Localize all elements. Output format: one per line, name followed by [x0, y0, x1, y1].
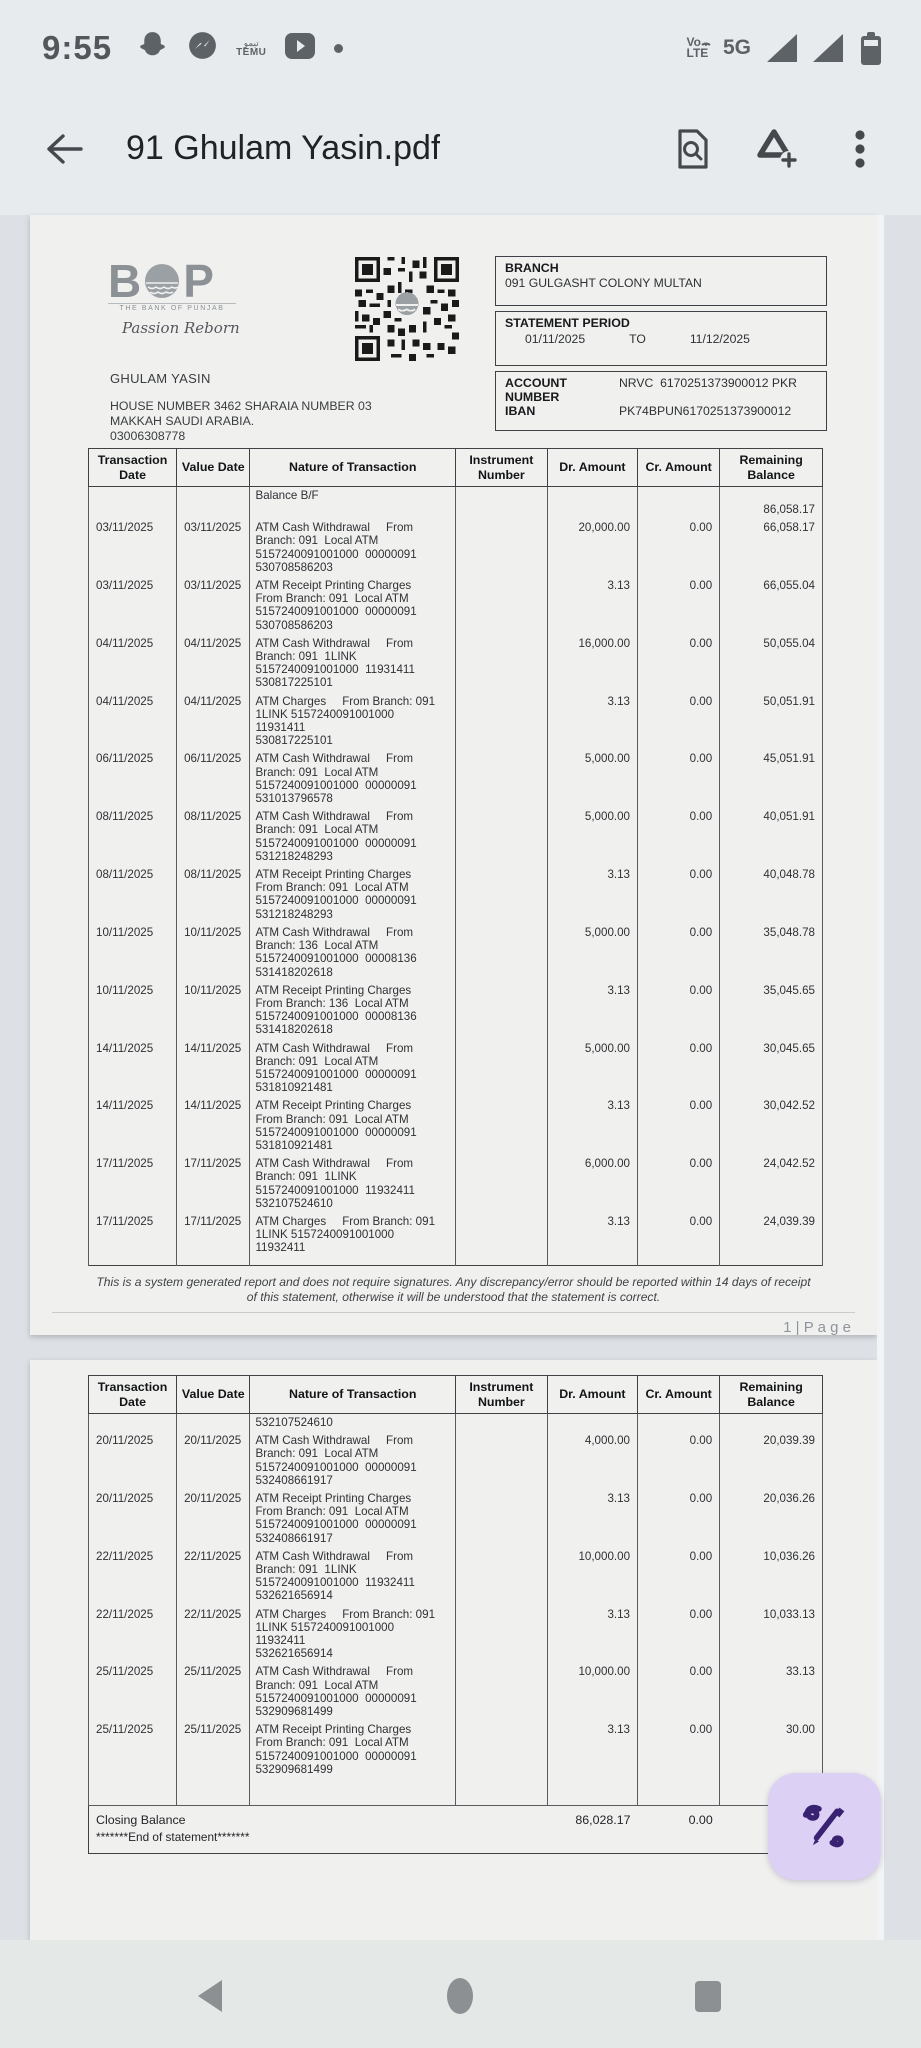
transaction-date-cell: 06/11/2025	[89, 750, 177, 808]
nature-of-transaction-cell: ATM Receipt Printing Charges From Branch: 091 Local ATM 5157240091001000 00000091 532909681499	[250, 1721, 456, 1779]
instrument-number-cell	[455, 487, 547, 520]
nature-of-transaction-cell: ATM Cash Withdrawal From Branch: 091 Local ATM 5157240091001000 00000091 531810921481	[250, 1040, 456, 1098]
statement-period-box	[495, 311, 827, 366]
transaction-date-cell	[89, 487, 177, 520]
transaction-row	[89, 924, 823, 982]
annotate-sign-fab[interactable]	[768, 1773, 881, 1880]
remaining-balance-cell: 24,042.52	[720, 1155, 823, 1213]
scrollbar[interactable]	[877, 215, 884, 1940]
remaining-balance-cell	[720, 1414, 823, 1433]
transaction-date-cell: 03/11/2025	[89, 577, 177, 635]
transaction-date-cell: 20/11/2025	[89, 1432, 177, 1490]
instrument-number-cell	[455, 1548, 547, 1606]
remaining-balance-cell: 10,036.26	[720, 1548, 823, 1606]
temu-icon: تيمو TEMU	[236, 37, 267, 58]
customer-address-line2: MAKKAH SAUDI ARABIA.	[110, 414, 255, 428]
nature-of-transaction-cell: ATM Receipt Printing Charges From Branch: 091 Local ATM 5157240091001000 00000091 531810921481	[250, 1097, 456, 1155]
remaining-balance-cell: 30.00	[720, 1721, 823, 1779]
cr-amount-cell: 0.00	[638, 519, 720, 577]
youtube-icon	[283, 31, 317, 66]
transaction-row	[89, 1097, 823, 1155]
transaction-row	[89, 866, 823, 924]
instrument-number-cell	[455, 1663, 547, 1721]
dr-amount-cell: 3.13	[547, 577, 637, 635]
value-date-cell: 03/11/2025	[177, 577, 250, 635]
value-date-cell: 17/11/2025	[177, 1155, 250, 1213]
remaining-balance-cell: 86,058.17	[720, 487, 823, 520]
branch-label: BRANCH	[505, 261, 559, 275]
dr-amount-cell: 3.13	[547, 866, 637, 924]
spacer-cell	[177, 1258, 250, 1266]
transaction-row	[89, 982, 823, 1040]
column-header: Value Date	[177, 1376, 250, 1414]
cr-amount-cell: 0.00	[638, 1432, 720, 1490]
instrument-number-cell	[455, 1155, 547, 1213]
column-header: Remaining Balance	[720, 449, 823, 487]
dr-amount-cell: 3.13	[547, 1213, 637, 1258]
cr-amount-cell: 0.00	[638, 924, 720, 982]
transaction-row	[89, 808, 823, 866]
column-header: Remaining Balance	[720, 1376, 823, 1414]
remaining-balance-cell: 45,051.91	[720, 750, 823, 808]
column-header: Nature of Transaction	[250, 1376, 456, 1414]
value-date-cell: 08/11/2025	[177, 866, 250, 924]
dr-amount-cell: 4,000.00	[547, 1432, 637, 1490]
more-options-button[interactable]	[837, 126, 883, 172]
account-number-value: NRVC 6170251373900012 PKR	[619, 376, 797, 390]
value-date-cell: 14/11/2025	[177, 1040, 250, 1098]
transaction-date-cell: 08/11/2025	[89, 808, 177, 866]
cr-amount-cell: 0.00	[638, 693, 720, 751]
cr-amount-cell	[638, 487, 720, 520]
column-header: Cr. Amount	[638, 449, 720, 487]
transaction-row	[89, 750, 823, 808]
closing-cr-amount: 0.00	[638, 1805, 720, 1827]
transaction-row	[89, 1432, 823, 1490]
back-button[interactable]	[42, 127, 86, 171]
notification-dot-icon	[334, 44, 343, 53]
dr-amount-cell: 5,000.00	[547, 750, 637, 808]
remaining-balance-cell: 40,048.78	[720, 866, 823, 924]
spacer-cell	[250, 1258, 456, 1266]
cr-amount-cell: 0.00	[638, 750, 720, 808]
recents-square-icon	[695, 1981, 721, 2012]
pdf-viewer[interactable]	[0, 215, 921, 1940]
transaction-row	[89, 1663, 823, 1721]
instrument-number-cell	[455, 1213, 547, 1258]
spacer-row	[89, 1258, 823, 1266]
bank-name: THE BANK OF PUNJAB	[108, 303, 236, 312]
dr-amount-cell	[547, 1414, 637, 1433]
nature-of-transaction-cell: ATM Cash Withdrawal From Branch: 091 1LINK 5157240091001000 11932411 532621656914	[250, 1548, 456, 1606]
value-date-cell: 10/11/2025	[177, 924, 250, 982]
value-date-cell	[177, 487, 250, 520]
cr-amount-cell: 0.00	[638, 1213, 720, 1258]
column-header: Nature of Transaction	[250, 449, 456, 487]
dr-amount-cell: 6,000.00	[547, 1155, 637, 1213]
cr-amount-cell: 0.00	[638, 866, 720, 924]
cr-amount-cell: 0.00	[638, 1155, 720, 1213]
value-date-cell: 08/11/2025	[177, 808, 250, 866]
value-date-cell: 14/11/2025	[177, 1097, 250, 1155]
instrument-number-cell	[455, 1432, 547, 1490]
transaction-date-cell: 20/11/2025	[89, 1490, 177, 1548]
instrument-number-cell	[455, 693, 547, 751]
nature-of-transaction-cell: ATM Receipt Printing Charges From Branch: 136 Local ATM 5157240091001000 00008136 531418202618	[250, 982, 456, 1040]
transaction-row	[89, 693, 823, 751]
end-of-statement-note: *******End of statement*******	[96, 1829, 250, 1844]
cr-amount-cell: 0.00	[638, 1548, 720, 1606]
transaction-row	[89, 1548, 823, 1606]
value-date-cell: 03/11/2025	[177, 519, 250, 577]
nature-of-transaction-cell: ATM Receipt Printing Charges From Branch: 091 Local ATM 5157240091001000 00000091 532408661917	[250, 1490, 456, 1548]
cr-amount-cell: 0.00	[638, 1040, 720, 1098]
dr-amount-cell: 5,000.00	[547, 1040, 637, 1098]
nature-of-transaction-cell: ATM Cash Withdrawal From Branch: 091 Local ATM 5157240091001000 00000091 531218248293	[250, 808, 456, 866]
instrument-number-cell	[455, 577, 547, 635]
signal-strength-icon-sim1	[767, 34, 797, 62]
remaining-balance-cell: 24,039.39	[720, 1213, 823, 1258]
bank-tagline: Passion Reborn	[122, 319, 240, 337]
value-date-cell: 22/11/2025	[177, 1548, 250, 1606]
column-header: Instrument Number	[455, 449, 547, 487]
transaction-row	[89, 1155, 823, 1213]
dr-amount-cell: 3.13	[547, 1097, 637, 1155]
period-to-date: 11/12/2025	[689, 332, 750, 346]
transaction-date-cell: 04/11/2025	[89, 693, 177, 751]
transaction-row	[89, 1490, 823, 1548]
value-date-cell: 06/11/2025	[177, 750, 250, 808]
transaction-date-cell: 14/11/2025	[89, 1097, 177, 1155]
network-type-label: 5G	[722, 36, 751, 59]
spacer-cell	[547, 1258, 637, 1266]
spacer-cell	[638, 1779, 720, 1805]
pdf-page-2	[30, 1360, 877, 1940]
transaction-row	[89, 1213, 823, 1258]
instrument-number-cell	[455, 1490, 547, 1548]
dr-amount-cell: 3.13	[547, 982, 637, 1040]
transaction-row	[89, 577, 823, 635]
cr-amount-cell: 0.00	[638, 1663, 720, 1721]
column-header: Transaction Date	[89, 1376, 177, 1414]
dr-amount-cell: 5,000.00	[547, 808, 637, 866]
qr-code	[355, 257, 459, 361]
nav-back-button[interactable]	[190, 1976, 230, 2016]
branch-value: 091 GULGASHT COLONY MULTAN	[505, 276, 702, 290]
nature-of-transaction-cell: ATM Receipt Printing Charges From Branch: 091 Local ATM 5157240091001000 00000091 531218248293	[250, 866, 456, 924]
remaining-balance-cell: 30,045.65	[720, 1040, 823, 1098]
transaction-date-cell: 22/11/2025	[89, 1606, 177, 1664]
iban-value: PK74BPUN6170251373900012	[619, 404, 792, 418]
nav-home-button[interactable]	[440, 1976, 480, 2016]
cr-amount-cell: 0.00	[638, 635, 720, 693]
transaction-date-cell: 17/11/2025	[89, 1155, 177, 1213]
instrument-number-cell	[455, 808, 547, 866]
dr-amount-cell: 5,000.00	[547, 924, 637, 982]
snapchat-icon	[136, 29, 169, 67]
signal-strength-icon-sim2	[813, 34, 843, 62]
spacer-cell	[547, 1779, 637, 1805]
nature-of-transaction-cell: Balance B/F	[250, 487, 456, 520]
instrument-number-cell	[455, 519, 547, 577]
transaction-row	[89, 1414, 823, 1433]
value-date-cell: 20/11/2025	[177, 1432, 250, 1490]
transaction-date-cell: 14/11/2025	[89, 1040, 177, 1098]
statement-table-page2	[88, 1375, 823, 1854]
nav-recents-button[interactable]	[688, 1976, 728, 2016]
transaction-row	[89, 635, 823, 693]
dr-amount-cell: 16,000.00	[547, 635, 637, 693]
value-date-cell	[177, 1414, 250, 1433]
nature-of-transaction-cell: ATM Receipt Printing Charges From Branch: 091 Local ATM 5157240091001000 00000091 530708586203	[250, 577, 456, 635]
instrument-number-cell	[455, 1414, 547, 1433]
dr-amount-cell: 3.13	[547, 1490, 637, 1548]
home-circle-icon	[447, 1978, 473, 2014]
column-header: Dr. Amount	[547, 449, 637, 487]
nature-of-transaction-cell: ATM Cash Withdrawal From Branch: 091 Local ATM 5157240091001000 00000091 532408661917	[250, 1432, 456, 1490]
value-date-cell: 25/11/2025	[177, 1663, 250, 1721]
transaction-date-cell: 25/11/2025	[89, 1721, 177, 1779]
closing-balance-row	[89, 1805, 823, 1827]
instrument-number-cell	[455, 635, 547, 693]
dr-amount-cell: 3.13	[547, 1606, 637, 1664]
cr-amount-cell: 0.00	[638, 1490, 720, 1548]
back-triangle-icon	[198, 1980, 222, 2012]
status-bar	[0, 0, 921, 90]
cr-amount-cell	[638, 1414, 720, 1433]
remaining-balance-cell: 20,039.39	[720, 1432, 823, 1490]
messenger-icon	[186, 29, 219, 67]
remaining-balance-cell: 10,033.13	[720, 1606, 823, 1664]
customer-name: GHULAM YASIN	[110, 371, 211, 386]
volte-icon: Vo LTE	[686, 35, 709, 60]
clock: 9:55	[42, 29, 113, 66]
value-date-cell: 25/11/2025	[177, 1721, 250, 1779]
instrument-number-cell	[455, 1606, 547, 1664]
value-date-cell: 10/11/2025	[177, 982, 250, 1040]
nature-of-transaction-cell: ATM Cash Withdrawal From Branch: 091 Local ATM 5157240091001000 00000091 530708586203	[250, 519, 456, 577]
remaining-balance-cell: 50,051.91	[720, 693, 823, 751]
dr-amount-cell: 20,000.00	[547, 519, 637, 577]
page-number: 1 | P a g e	[783, 1319, 851, 1337]
transaction-row	[89, 1721, 823, 1779]
spacer-cell	[455, 1779, 547, 1805]
value-date-cell: 04/11/2025	[177, 635, 250, 693]
notification-icons	[136, 29, 343, 67]
transaction-date-cell: 04/11/2025	[89, 635, 177, 693]
spacer-cell	[177, 1779, 250, 1805]
instrument-number-cell	[455, 1097, 547, 1155]
system-status-icons	[687, 32, 881, 65]
nature-of-transaction-cell: 532107524610	[250, 1414, 456, 1433]
spacer-cell	[89, 1258, 177, 1266]
value-date-cell: 22/11/2025	[177, 1606, 250, 1664]
spacer-cell	[720, 1258, 823, 1266]
instrument-number-cell	[455, 866, 547, 924]
transaction-date-cell: 22/11/2025	[89, 1548, 177, 1606]
nature-of-transaction-cell: ATM Cash Withdrawal From Branch: 136 Local ATM 5157240091001000 00008136 531418202618	[250, 924, 456, 982]
remaining-balance-cell: 33.13	[720, 1663, 823, 1721]
column-header: Value Date	[177, 449, 250, 487]
account-number-label: ACCOUNT NUMBER	[505, 376, 567, 404]
find-in-document-button[interactable]	[669, 126, 715, 172]
nature-of-transaction-cell: ATM Charges From Branch: 091 1LINK 5157240091001000 11932411	[250, 1213, 456, 1258]
period-from-date: 01/11/2025	[525, 332, 586, 346]
instrument-number-cell	[455, 750, 547, 808]
add-to-drive-button[interactable]	[753, 126, 799, 172]
table-header-row	[89, 1376, 823, 1414]
spacer-cell	[89, 1779, 177, 1805]
transaction-date-cell: 25/11/2025	[89, 1663, 177, 1721]
bank-logo: B P THE BANK OF PUNJAB Passion Reborn	[108, 255, 240, 337]
remaining-balance-cell: 50,055.04	[720, 635, 823, 693]
customer-info	[110, 371, 372, 444]
table-header-row	[89, 449, 823, 487]
remaining-balance-cell: 66,055.04	[720, 577, 823, 635]
transaction-date-cell: 10/11/2025	[89, 924, 177, 982]
transaction-row	[89, 519, 823, 577]
end-of-statement-row	[89, 1827, 823, 1854]
cr-amount-cell: 0.00	[638, 1606, 720, 1664]
transaction-date-cell: 17/11/2025	[89, 1213, 177, 1258]
column-header: Instrument Number	[455, 1376, 547, 1414]
navigation-bar	[0, 1940, 921, 2048]
remaining-balance-cell: 20,036.26	[720, 1490, 823, 1548]
nature-of-transaction-cell: ATM Cash Withdrawal From Branch: 091 Local ATM 5157240091001000 00000091 532909681499	[250, 1663, 456, 1721]
nature-of-transaction-cell: ATM Cash Withdrawal From Branch: 091 1LINK 5157240091001000 11931411 530817225101	[250, 635, 456, 693]
period-to-label: TO	[629, 332, 646, 346]
value-date-cell: 20/11/2025	[177, 1490, 250, 1548]
remaining-balance-cell: 35,048.78	[720, 924, 823, 982]
spacer-cell	[638, 1258, 720, 1266]
pdf-page-1	[30, 215, 877, 1335]
transaction-date-cell: 10/11/2025	[89, 982, 177, 1040]
nature-of-transaction-cell: ATM Cash Withdrawal From Branch: 091 1LINK 5157240091001000 11932411 532107524610	[250, 1155, 456, 1213]
nature-of-transaction-cell: ATM Cash Withdrawal From Branch: 091 Local ATM 5157240091001000 00000091 531013796578	[250, 750, 456, 808]
app-bar	[0, 90, 921, 215]
cr-amount-cell: 0.00	[638, 577, 720, 635]
spacer-cell	[455, 1258, 547, 1266]
spacer-row	[89, 1779, 823, 1805]
instrument-number-cell	[455, 1721, 547, 1779]
customer-address-line1: HOUSE NUMBER 3462 SHARAIA NUMBER 03	[110, 399, 372, 413]
document-title: 91 Ghulam Yasin.pdf	[126, 129, 441, 167]
footer-divider	[52, 1312, 855, 1313]
statement-period-label: STATEMENT PERIOD	[505, 316, 630, 330]
column-header: Dr. Amount	[547, 1376, 637, 1414]
value-date-cell: 17/11/2025	[177, 1213, 250, 1258]
branch-box	[495, 256, 827, 306]
remaining-balance-cell: 40,051.91	[720, 808, 823, 866]
dr-amount-cell	[547, 487, 637, 520]
transaction-date-cell: 08/11/2025	[89, 866, 177, 924]
dr-amount-cell: 3.13	[547, 1721, 637, 1779]
cr-amount-cell: 0.00	[638, 808, 720, 866]
remaining-balance-cell: 66,058.17	[720, 519, 823, 577]
transaction-row	[89, 1040, 823, 1098]
dr-amount-cell: 3.13	[547, 693, 637, 751]
iban-label: IBAN	[505, 404, 536, 418]
instrument-number-cell	[455, 982, 547, 1040]
column-header: Cr. Amount	[638, 1376, 720, 1414]
cr-amount-cell: 0.00	[638, 1097, 720, 1155]
closing-balance-label: Closing Balance	[89, 1805, 548, 1827]
battery-icon	[861, 32, 881, 65]
dr-amount-cell: 10,000.00	[547, 1663, 637, 1721]
transaction-row	[89, 1606, 823, 1664]
remaining-balance-cell: 35,045.65	[720, 982, 823, 1040]
closing-dr-amount: 86,028.17	[547, 1805, 637, 1827]
transaction-date-cell: 03/11/2025	[89, 519, 177, 577]
dr-amount-cell: 10,000.00	[547, 1548, 637, 1606]
column-header: Transaction Date	[89, 449, 177, 487]
instrument-number-cell	[455, 924, 547, 982]
statement-disclaimer: This is a system generated report and does not require signatures. Any discrepancy/error should be reported within 14 days of receipt of this statement, otherwise it will be understood that the statement is correct.	[96, 1275, 811, 1305]
spacer-cell	[250, 1779, 456, 1805]
remaining-balance-cell: 30,042.52	[720, 1097, 823, 1155]
nature-of-transaction-cell: ATM Charges From Branch: 091 1LINK 5157240091001000 11932411 532621656914	[250, 1606, 456, 1664]
account-number-box	[495, 371, 827, 431]
transaction-row	[89, 487, 823, 520]
cr-amount-cell: 0.00	[638, 1721, 720, 1779]
statement-table-page1	[88, 448, 823, 1266]
instrument-number-cell	[455, 1040, 547, 1098]
cr-amount-cell: 0.00	[638, 982, 720, 1040]
transaction-date-cell	[89, 1414, 177, 1433]
value-date-cell: 04/11/2025	[177, 693, 250, 751]
customer-phone: 03006308778	[110, 429, 186, 443]
nature-of-transaction-cell: ATM Charges From Branch: 091 1LINK 5157240091001000 11931411 530817225101	[250, 693, 456, 751]
